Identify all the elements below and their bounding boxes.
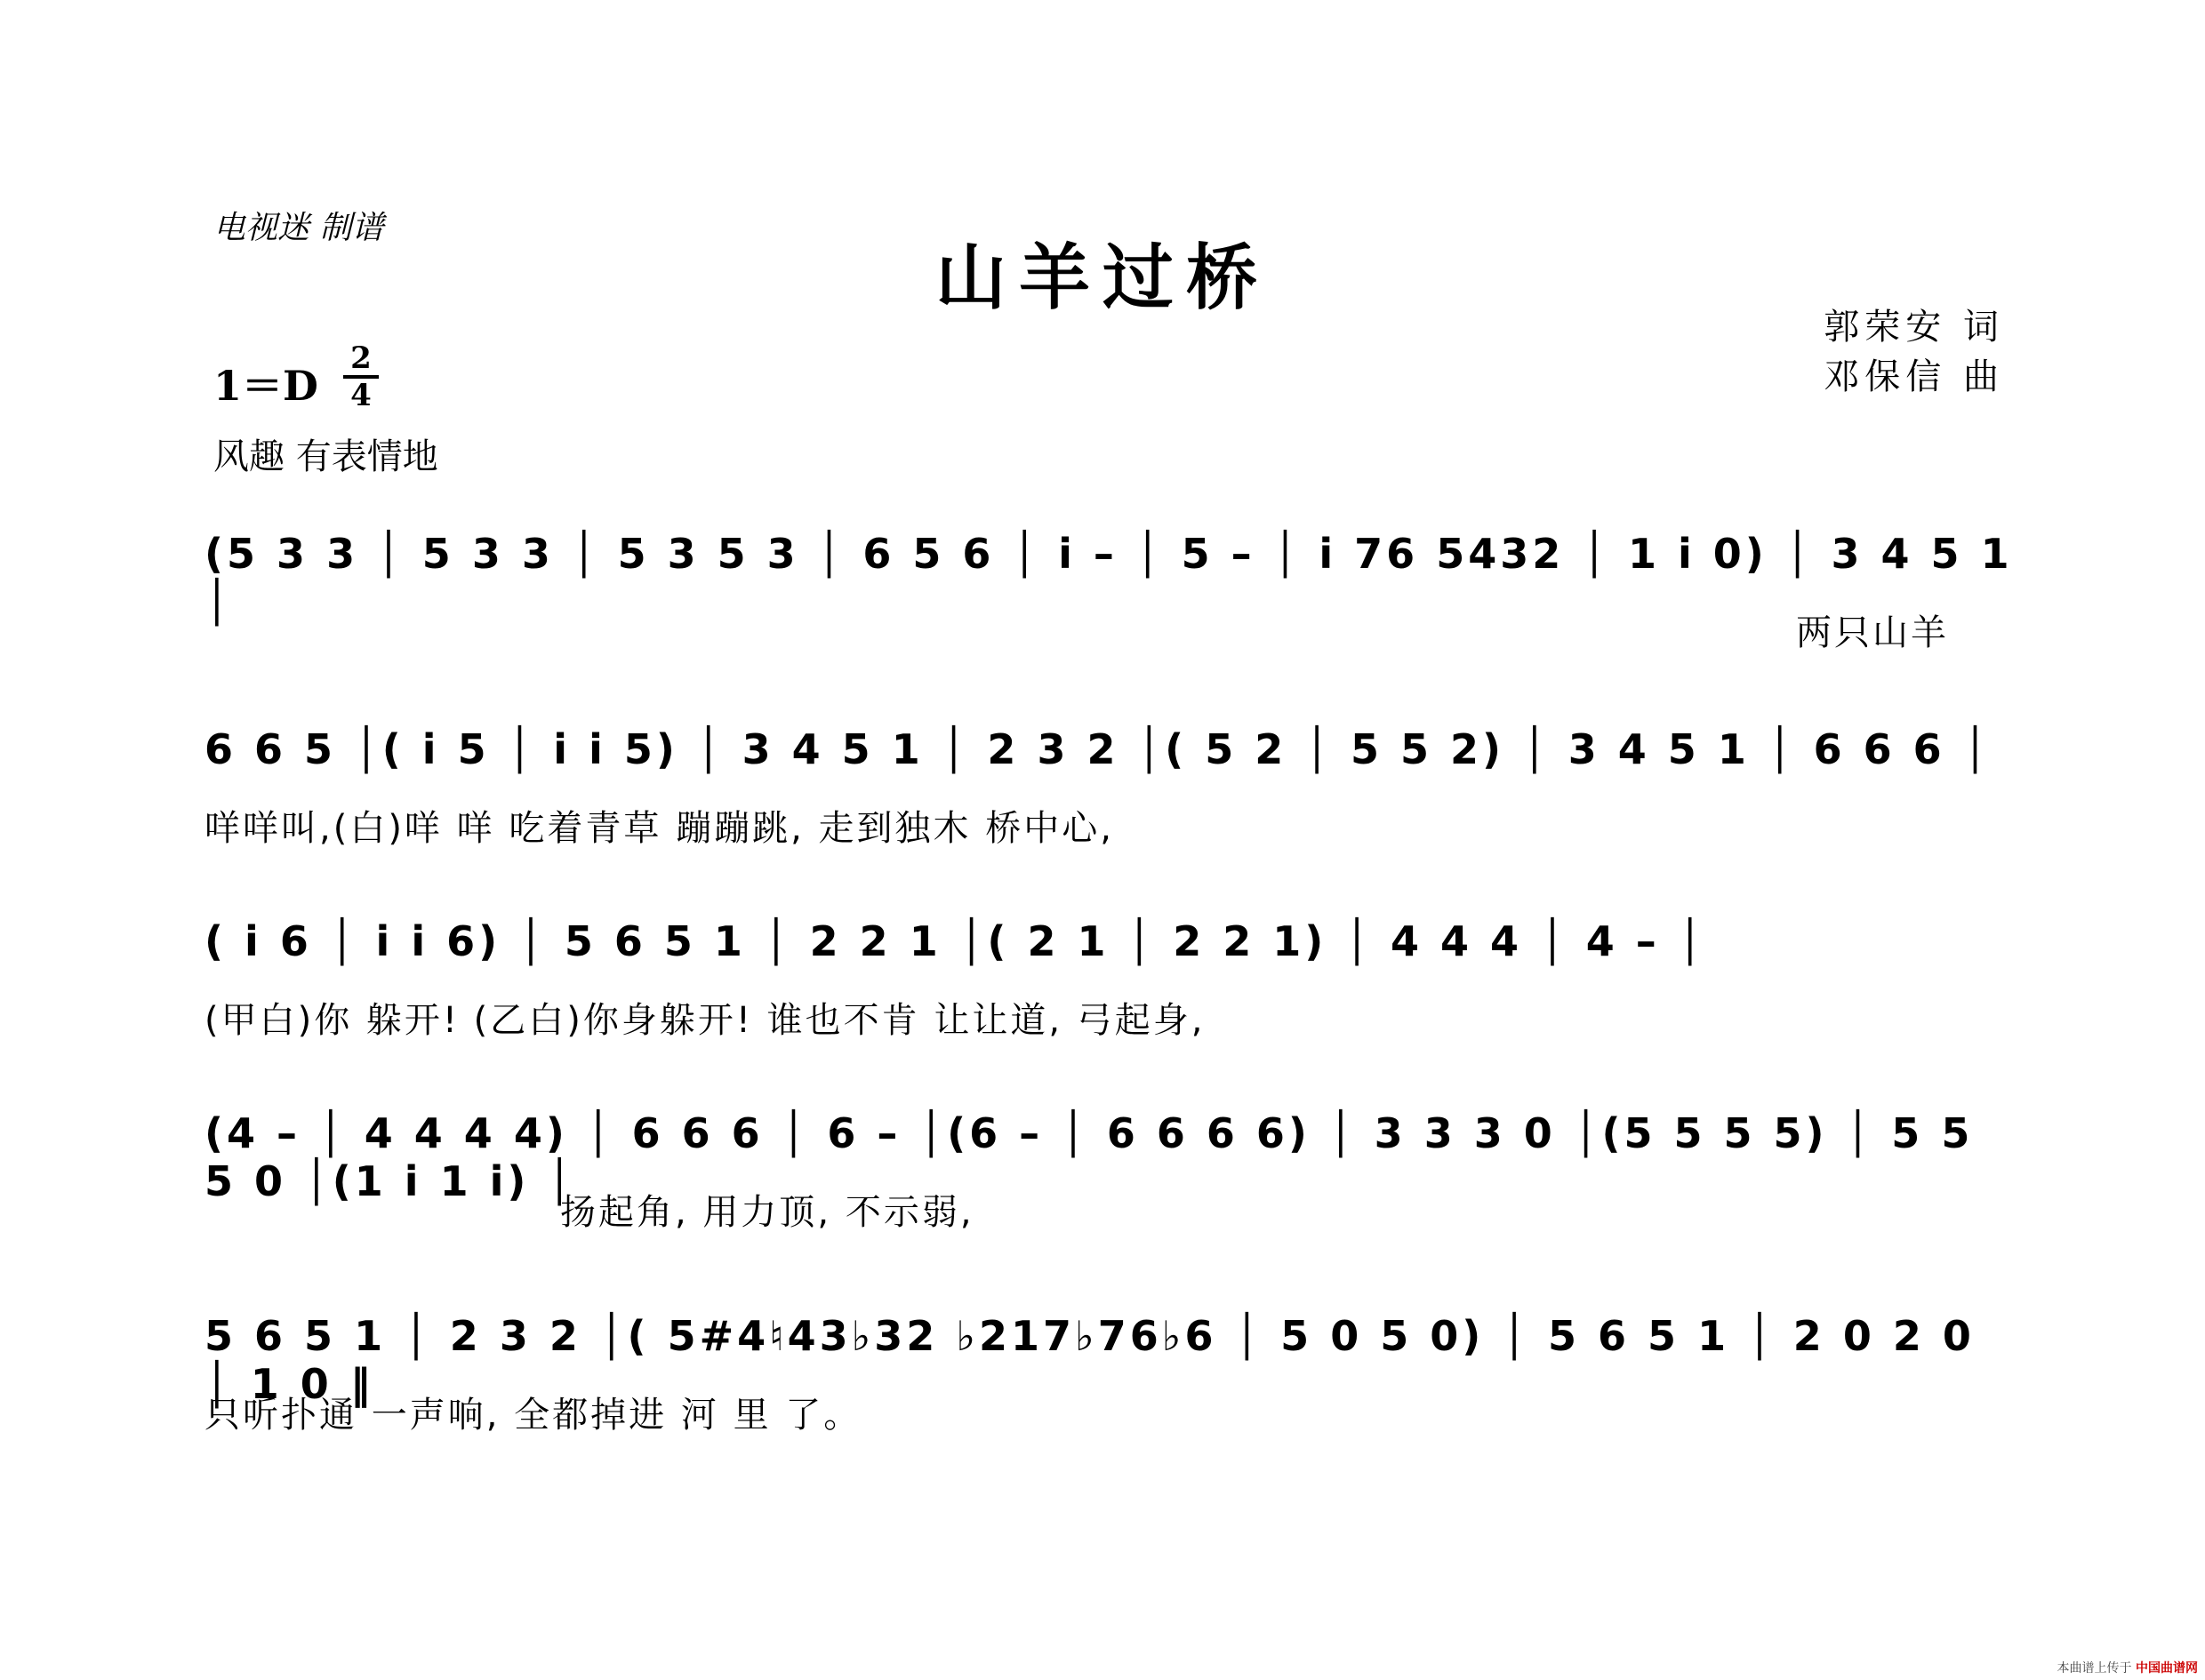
notation-line: 5 6 5 1 │ 2 3 2 │( 5#4♮43♭32 ♭217♭76♭6 │ 5 0 5 0) │ 5 6 5 1 │ 2 0 2 0 │ 1 0 ‖ bbox=[204, 1312, 1975, 1408]
notation-line: (5 3 3 │ 5 3 3 │ 5 3 5 3 │ 6 5 6 │ i – │ 5 – │ i 76 5432 │ 1 i 0) │ 3 4 5 1 │ bbox=[204, 530, 2013, 626]
lyrics-line: 扬起角, 用力顶, 不示弱, bbox=[560, 1192, 974, 1233]
notation-line: 6 6 5 │( i 5 │ i i 5) │ 3 4 5 1 │ 2 3 2 │( 5 2 │ 5 5 2) │ 3 4 5 1 │ 6 6 6 │ bbox=[204, 725, 1992, 773]
key-signature: 1＝D bbox=[213, 362, 318, 410]
lyrics-line: 只听扑通 一声响, 全都掉进 河 里 了。 bbox=[204, 1395, 862, 1436]
tempo-marking: 风趣 有表情地 bbox=[213, 436, 438, 477]
composer-credit: 邓保信 曲 bbox=[1824, 356, 2004, 397]
time-signature-top: 2 bbox=[350, 340, 372, 376]
notation-line: (4 – │ 4 4 4 4) │ 6 6 6 │ 6 – │(6 – │ 6 6 6 6) │ 3 3 3 0 │(5 5 5 5) │ 5 5 5 0 │(1 i 1 i) │ bbox=[204, 1109, 1974, 1205]
song-title: 山羊过桥 bbox=[935, 236, 1270, 319]
upload-footer bbox=[2057, 1659, 2198, 1676]
time-signature-bottom: 4 bbox=[350, 378, 372, 413]
site-logo: 中国曲谱网 bbox=[2136, 1661, 2198, 1676]
notation-line: ( i 6 │ i i 6) │ 5 6 5 1 │ 2 2 1 │( 2 1 │ 2 2 1) │ 4 4 4 │ 4 – │ bbox=[204, 917, 1706, 965]
lyrics-line: 两只山羊 bbox=[1796, 612, 1949, 653]
lyrics-line: (甲白)你 躲开! (乙白)你身躲开! 谁也不肯 让让道, 弓起身, bbox=[204, 1000, 1206, 1041]
lyricist-credit: 郭荣安 词 bbox=[1824, 307, 2004, 348]
time-signature bbox=[343, 340, 379, 413]
editor-credit: 电视迷 制谱 bbox=[213, 210, 384, 246]
upload-note: 本曲谱上传于 bbox=[2057, 1661, 2132, 1676]
lyrics-line: 咩咩叫,(白)咩 咩 吃着青草 蹦蹦跳, 走到独木 桥中心, bbox=[204, 808, 1114, 849]
